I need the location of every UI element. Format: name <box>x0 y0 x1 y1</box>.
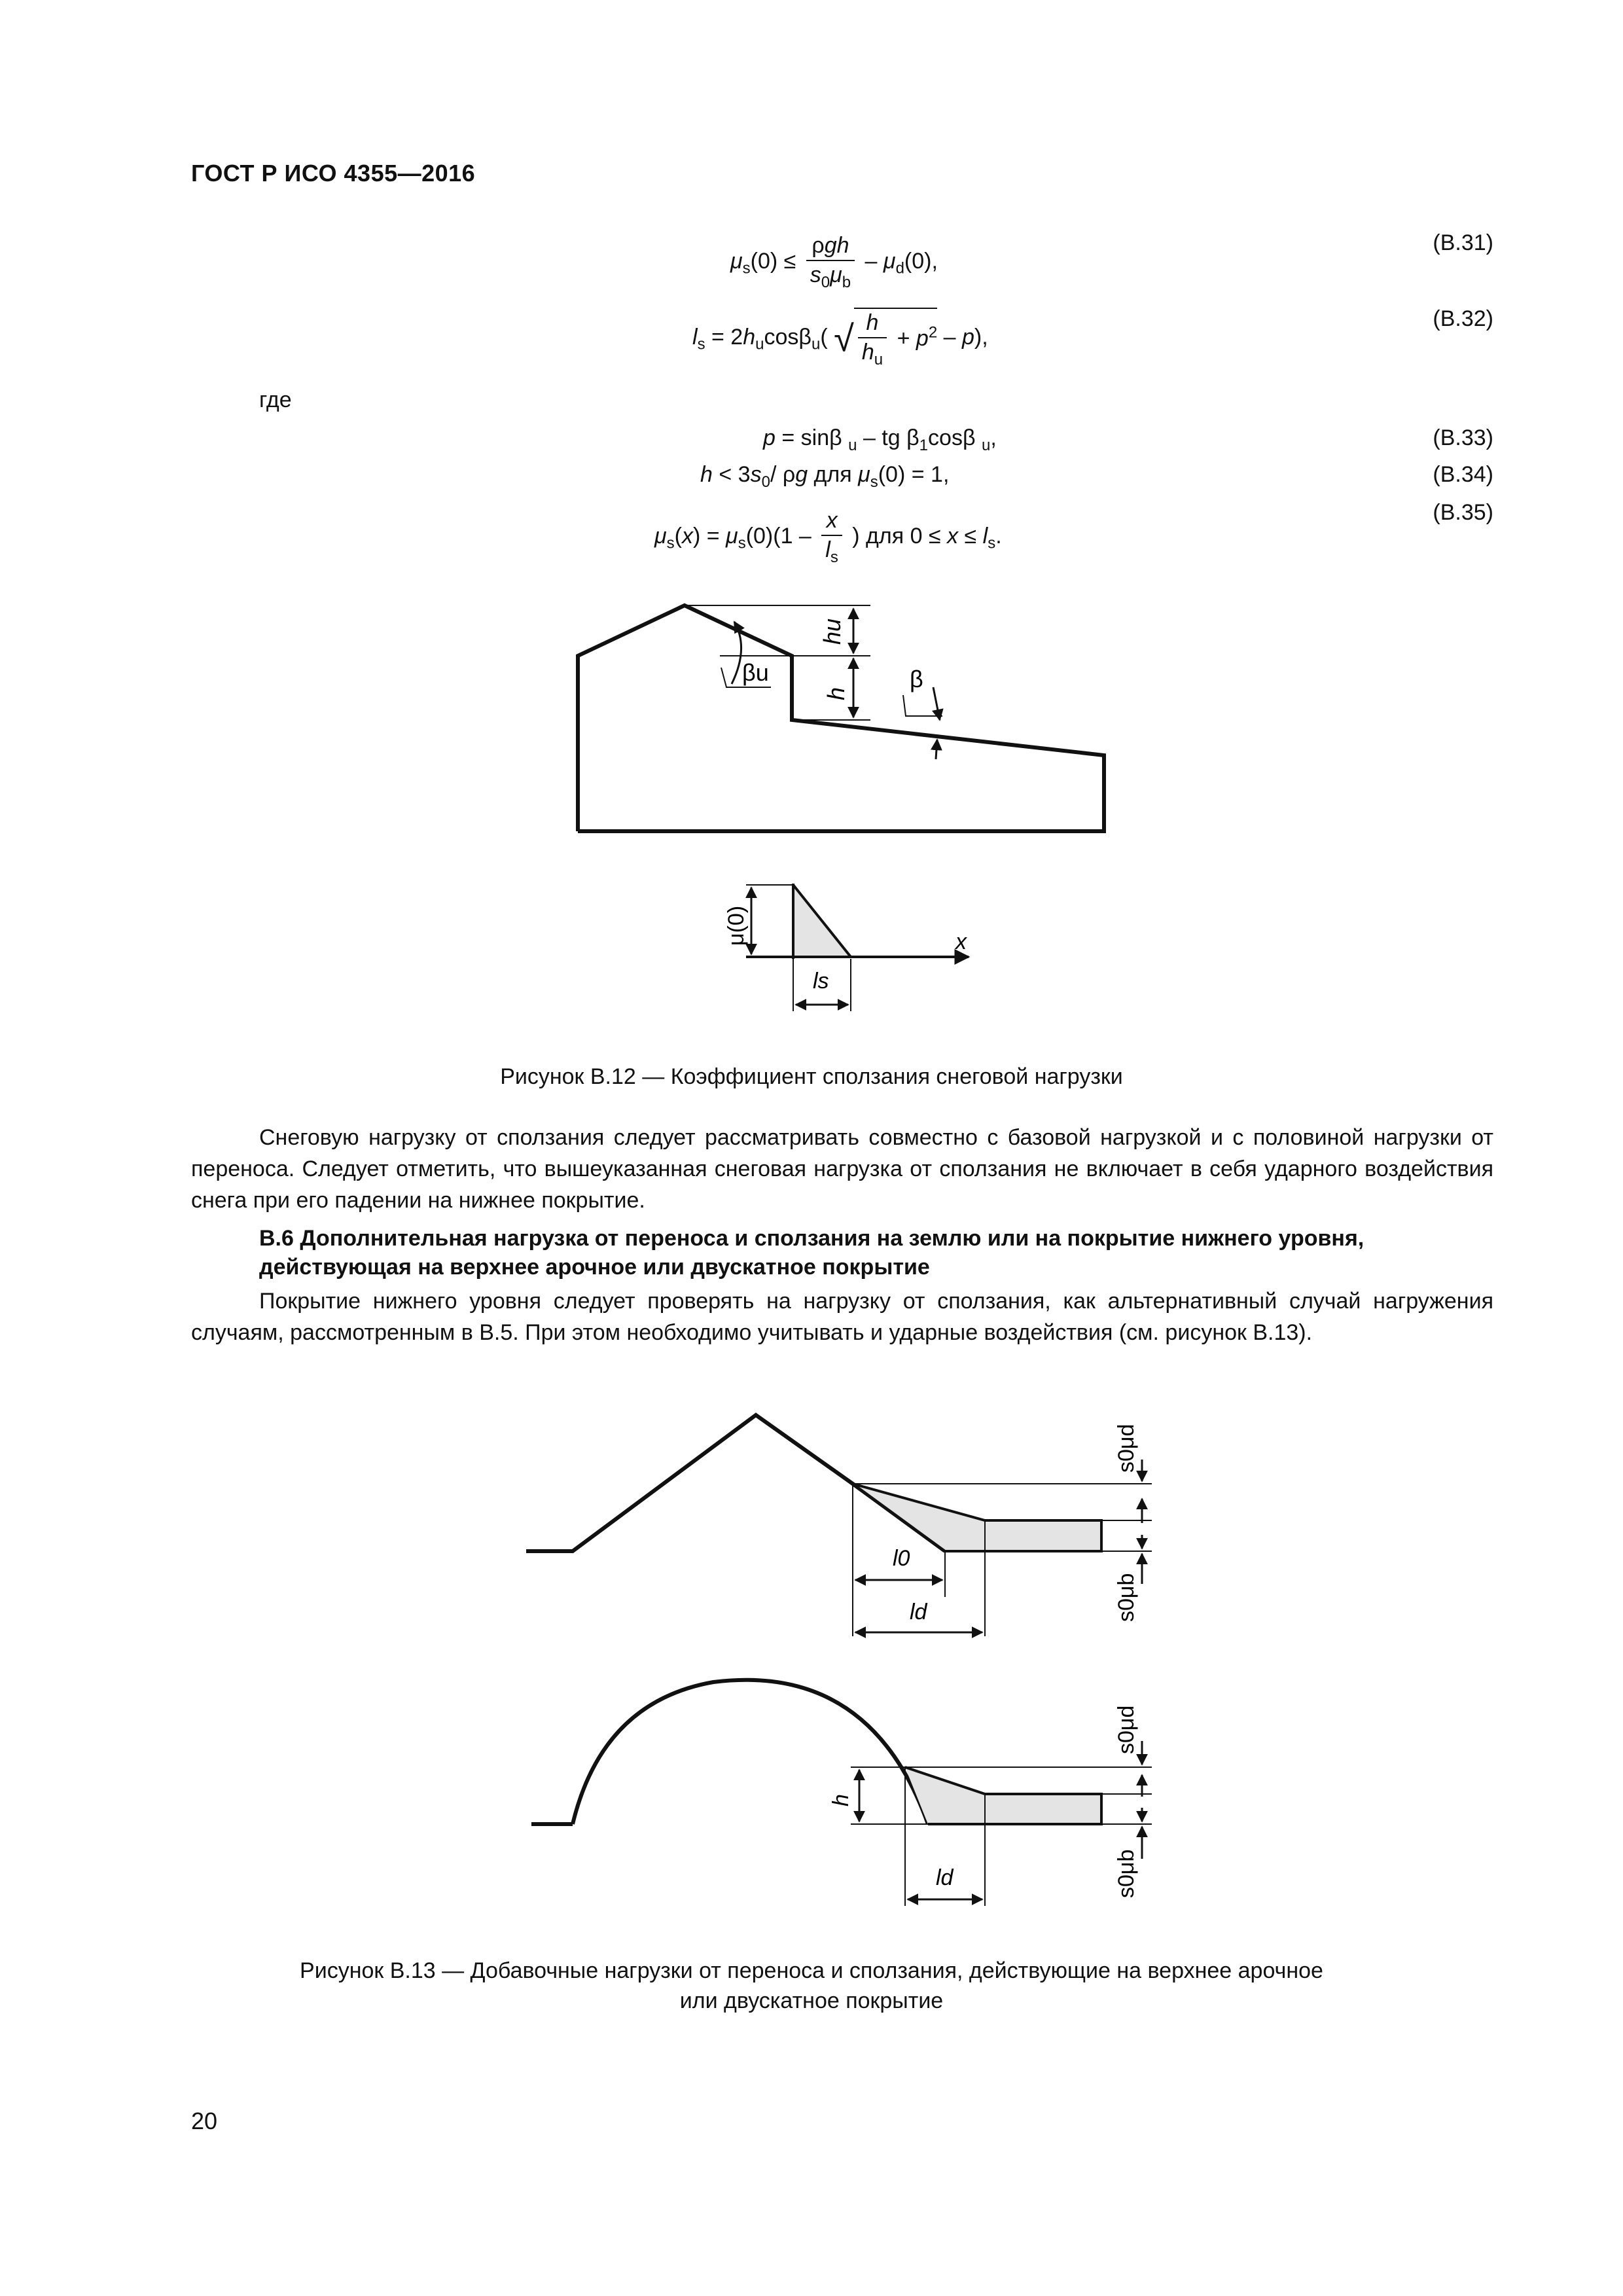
label-h: h <box>823 687 849 700</box>
paragraph-1-text: Снеговую нагрузку от сползания следует рассматривать совместно с базовой нагрузкой и с половиной нагрузки от переноса. Следует отметить, что вышеуказанная снеговая нагрузка от сползания не включает в себя ударного воздействия снега при его падении на нижнее покрытие. <box>191 1125 1493 1213</box>
paragraph-2-text: Покрытие нижнего уровня следует проверять на нагрузку от сползания, как альтернативный случай нагружения случаям, рассмотренным в В.5. При этом необходимо учитывать и ударные воздействия (см. рисунок В.13). <box>191 1289 1493 1345</box>
label-s0mb-arch: s0μb <box>1114 1849 1139 1898</box>
figure-b12-caption: Рисунок В.12 — Коэффициент сползания снеговой нагрузки <box>500 1064 1123 1089</box>
label-s0mb-gable: s0μb <box>1114 1573 1139 1622</box>
figure-b13-drawing <box>0 1374 1623 1931</box>
paragraph-snow-sliding <box>191 1122 1493 1216</box>
where-word: где <box>259 387 292 412</box>
label-x: x <box>955 929 967 954</box>
label-beta-u: βu <box>742 659 769 686</box>
formula-b35: $\mu_s(x) = \mu_s(0)(1$ – $\frac{x}{l_s}$ ) для $0 \le x \le l_s$. <box>654 508 1002 566</box>
label-mu0: μ(0) <box>724 905 749 946</box>
label-h-arch: h <box>829 1794 853 1806</box>
label-beta: β <box>910 666 923 692</box>
formula-b31: $\mu_s(0)$ ≤ $\frac{\text{ρgh}}{s_0\mu_b}$ – $\mu_d(0)$, <box>730 233 938 291</box>
equation-number-b35: (B.35) <box>1433 500 1493 525</box>
label-ld-arch: ld <box>936 1865 954 1890</box>
equation-number-b32: (B.32) <box>1433 306 1493 331</box>
formula-b32: $l_s = 2h_u\cos\beta_u$( √ $\frac{h}{h_u}$ + $p^2 - p$), <box>692 308 988 369</box>
label-s0md-arch: s0μd <box>1114 1705 1139 1754</box>
figure-b12-drawing <box>0 0 1623 1047</box>
page-number: 20 <box>191 2108 218 2134</box>
section-b6-title: В.6 Дополнительная нагрузка от переноса и сползания на землю или на покрытие нижнего уровня, <box>259 1226 1364 1251</box>
equation-number-b34: (B.34) <box>1433 462 1493 487</box>
paragraph-lower-roof <box>191 1285 1493 1348</box>
label-l0: l0 <box>893 1546 910 1571</box>
section-b6-title-cont: действующая на верхнее арочное или двускатное покрытие <box>259 1255 930 1280</box>
label-ld-gable: ld <box>910 1600 927 1624</box>
section-b6-heading <box>259 1224 1496 1282</box>
formula-b34: $h < 3s_0/$ ρg для $\mu_s(0) = 1$, <box>700 462 950 491</box>
figure-b13-caption-line2: или двускатное покрытие <box>679 1988 944 2013</box>
equation-number-b31: (B.31) <box>1433 230 1493 255</box>
figure-b13-caption <box>0 1956 1623 2016</box>
formula-b33: p = sinβ $_u$ – tg $\beta_1\cos\beta$ $_u$, <box>763 425 997 454</box>
label-ls: ls <box>813 969 829 994</box>
equation-number-b33: (B.33) <box>1433 425 1493 450</box>
label-hu: hu <box>819 618 846 645</box>
figure-b13-caption-line1: Рисунок В.13 — Добавочные нагрузки от переноса и сползания, действующие на верхнее арочное <box>300 1958 1323 1983</box>
label-s0md-gable: s0μd <box>1114 1424 1139 1473</box>
document-header: ГОСТ Р ИСО 4355—2016 <box>191 160 476 187</box>
